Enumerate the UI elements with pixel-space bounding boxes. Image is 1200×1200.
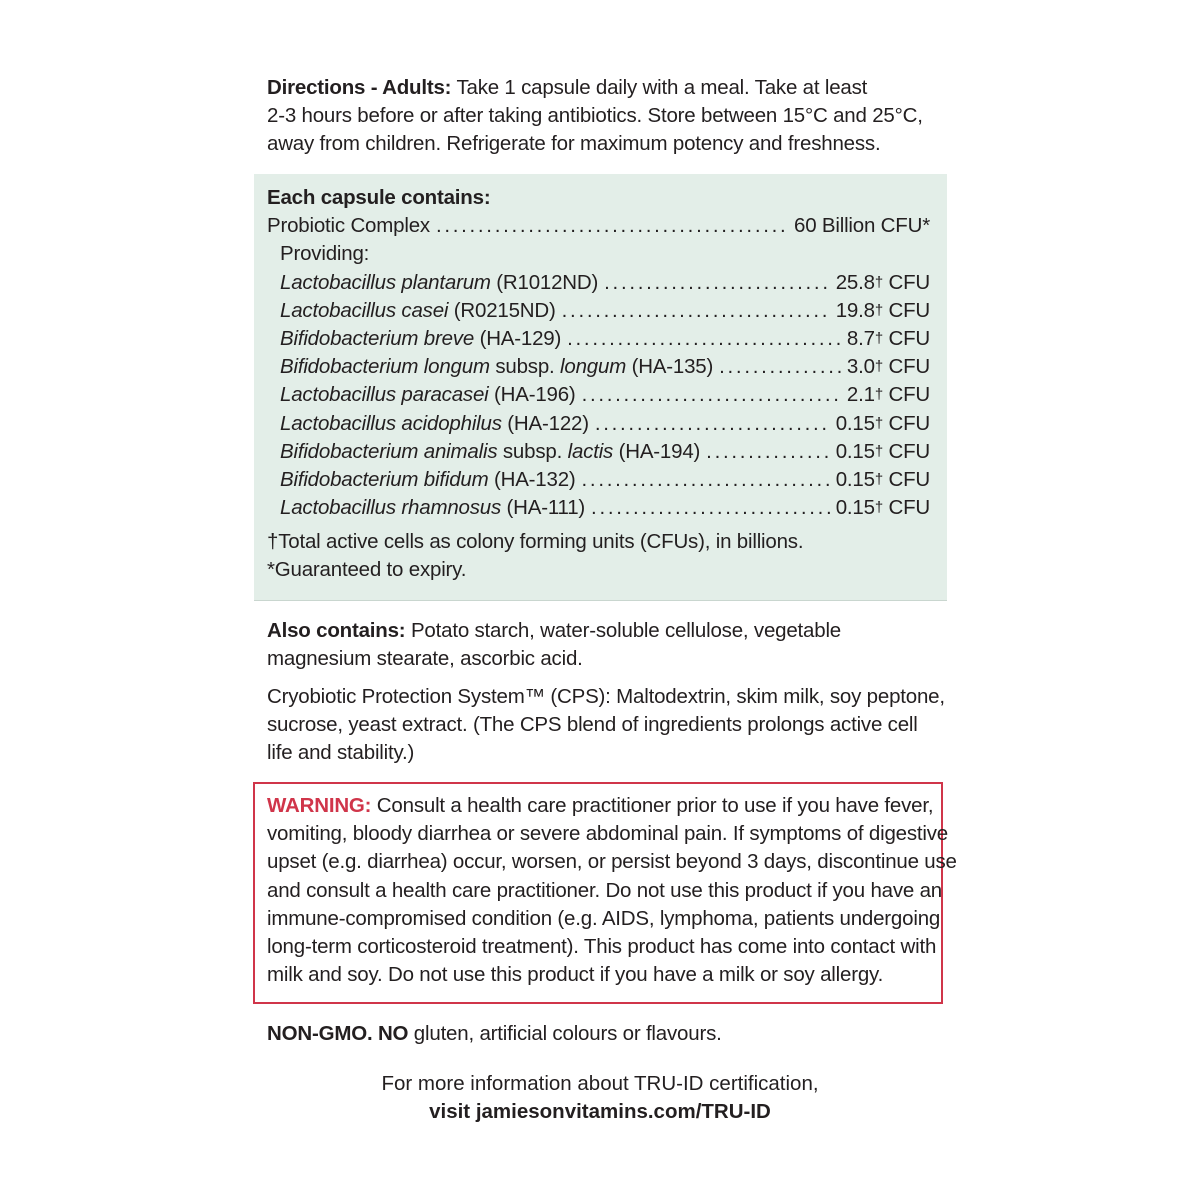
cps-line: sucrose, yeast extract. (The CPS blend of ingredients prolongs active cell [267, 713, 918, 737]
providing-label: Providing: [280, 242, 370, 266]
leader-dots [604, 269, 830, 297]
strain-row [267, 297, 930, 325]
leader-dots [567, 325, 841, 353]
strain-amount: 0.15† CFU [835, 467, 930, 491]
strain-row [267, 466, 930, 494]
warning-line: immune-compromised condition (e.g. AIDS, lymphoma, patients undergoing [267, 906, 941, 930]
footnotes [267, 528, 930, 584]
non-gmo-label: NON-GMO. [267, 1022, 373, 1045]
strain-name: Bifidobacterium longum subsp. longum (HA-135) [280, 355, 714, 379]
strain-amount: 8.7† CFU [846, 326, 930, 350]
strain-name: Lactobacillus paracasei (HA-196) [280, 383, 576, 407]
strain-name: Lactobacillus casei (R0215ND) [280, 298, 556, 322]
strain-row [267, 410, 930, 438]
strain-amount: 0.15† CFU [835, 439, 930, 463]
capsule-contents-panel [254, 174, 947, 601]
contents-heading: Each capsule contains: [267, 186, 491, 209]
strain-list [267, 269, 930, 523]
leader-dots [582, 381, 841, 409]
non-gmo-text: gluten, artificial colours or flavours. [408, 1022, 722, 1045]
strain-name: Bifidobacterium bifidum (HA-132) [280, 467, 576, 491]
warning-line: upset (e.g. diarrhea) occur, worsen, or persist beyond 3 days, discontinue use [267, 850, 957, 874]
also-contains-line: magnesium stearate, ascorbic acid. [267, 647, 583, 671]
strain-amount: 19.8† CFU [835, 298, 930, 322]
strain-amount: 0.15† CFU [835, 496, 930, 520]
strain-row [267, 494, 930, 522]
warning-line: long-term corticosteroid treatment). This product has come into contact with [267, 935, 937, 959]
warning-box [253, 782, 957, 1004]
non-gmo-statement [267, 1020, 947, 1048]
warning-label: WARNING: [267, 794, 372, 817]
leader-dots [719, 353, 841, 381]
complex-row [267, 212, 930, 240]
no-label: NO [372, 1022, 409, 1045]
also-contains-line: Potato starch, water-soluble cellulose, vegetable [405, 619, 842, 642]
strain-amount: 2.1† CFU [846, 383, 930, 407]
footnote-star: *Guaranteed to expiry. [267, 558, 467, 582]
strain-name: Lactobacillus acidophilus (HA-122) [280, 411, 589, 435]
strain-row [267, 353, 930, 381]
warning-line: milk and soy. Do not use this product if you have a milk or soy allergy. [267, 963, 884, 987]
leader-dots [582, 466, 830, 494]
cps-line: Cryobiotic Protection System™ (CPS): Maltodextrin, skim milk, soy peptone, [267, 685, 945, 708]
tru-id-link[interactable]: visit jamiesonvitamins.com/TRU-ID [429, 1100, 771, 1124]
footnote-dagger: †Total active cells as colony forming units (CFUs), in billions. [267, 530, 804, 554]
also-contains-section [267, 617, 947, 673]
leader-dots [591, 494, 830, 522]
directions-section [267, 74, 947, 159]
strain-row [267, 381, 930, 409]
strain-name: Bifidobacterium animalis subsp. lactis (HA-194) [280, 439, 701, 463]
strain-amount: 0.15† CFU [835, 411, 930, 435]
directions-line: 2-3 hours before or after taking antibiotics. Store between 15°C and 25°C, [267, 104, 923, 128]
cps-section [267, 683, 947, 768]
warning-line: vomiting, bloody diarrhea or severe abdominal pain. If symptoms of digestive [267, 822, 949, 846]
strain-name: Lactobacillus rhamnosus (HA-111) [280, 496, 586, 520]
strain-row [267, 438, 930, 466]
warning-line: Consult a health care practitioner prior to use if you have fever, [371, 794, 934, 817]
leader-dots [562, 297, 830, 325]
strain-amount: 25.8† CFU [835, 270, 930, 294]
warning-line: and consult a health care practitioner. Do not use this product if you have an [267, 878, 942, 902]
leader-dots [595, 410, 830, 438]
cps-line: life and stability.) [267, 741, 415, 765]
complex-amount: 60 Billion CFU* [794, 214, 930, 238]
directions-label: Directions - Adults: [267, 76, 452, 99]
leader-dots [706, 438, 830, 466]
directions-line: Take 1 capsule daily with a meal. Take at least [451, 76, 868, 99]
more-info-section [300, 1070, 900, 1126]
also-contains-label: Also contains: [267, 619, 406, 642]
strain-row [267, 269, 930, 297]
strain-name: Lactobacillus plantarum (R1012ND) [280, 270, 599, 294]
more-info-line: For more information about TRU-ID certification, [381, 1072, 819, 1095]
complex-name: Probiotic Complex [267, 214, 430, 238]
strain-row [267, 325, 930, 353]
directions-line: away from children. Refrigerate for maximum potency and freshness. [267, 132, 881, 156]
strain-name: Bifidobacterium breve (HA-129) [280, 326, 562, 350]
leader-dots [436, 212, 788, 240]
strain-amount: 3.0† CFU [846, 355, 930, 379]
